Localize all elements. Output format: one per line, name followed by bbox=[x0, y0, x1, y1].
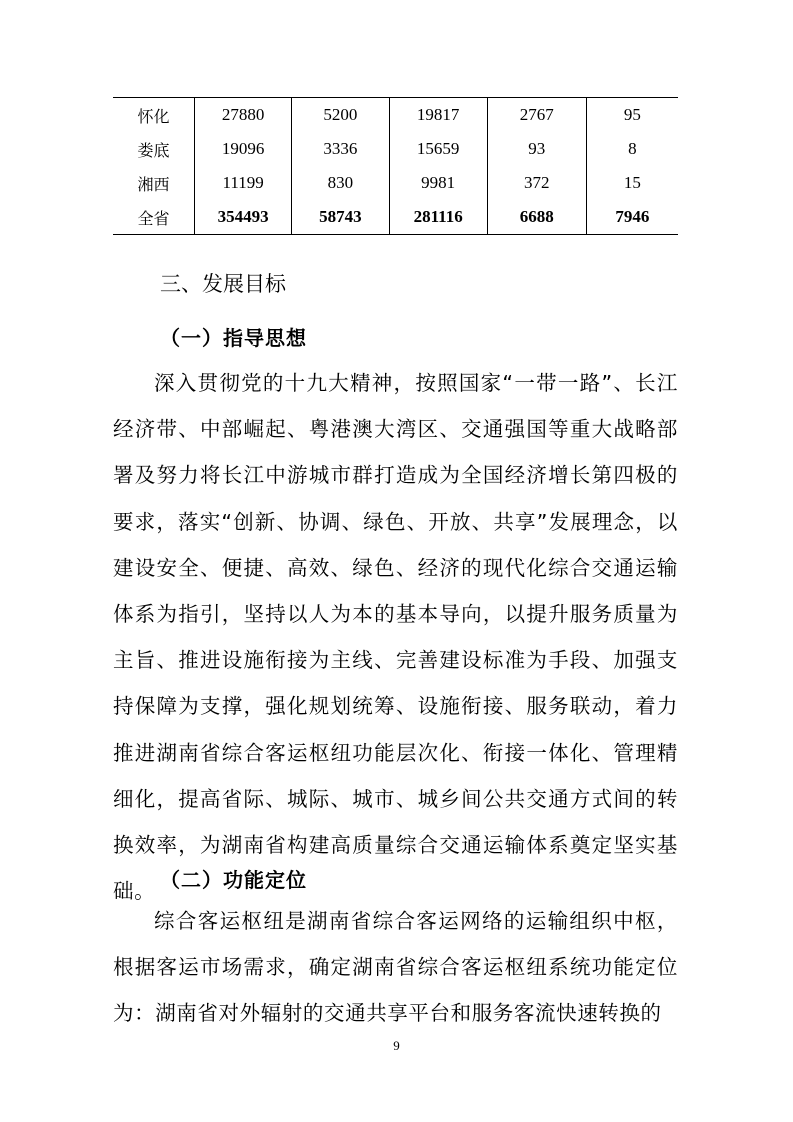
table-cell: 15 bbox=[586, 166, 678, 200]
table-cell: 58743 bbox=[292, 200, 389, 235]
table-row bbox=[113, 132, 678, 166]
table-cell: 7946 bbox=[586, 200, 678, 235]
table-cell: 全省 bbox=[113, 200, 195, 235]
table-cell: 6688 bbox=[487, 200, 586, 235]
statistics-table bbox=[113, 97, 678, 235]
table-cell: 湘西 bbox=[137, 174, 170, 194]
table-cell: 娄底 bbox=[137, 140, 170, 160]
table-cell: 3336 bbox=[292, 132, 389, 166]
table-row bbox=[113, 98, 678, 133]
table-cell: 2767 bbox=[487, 98, 586, 133]
table-cell: 95 bbox=[586, 98, 678, 133]
table-cell: 5200 bbox=[292, 98, 389, 133]
section-heading: 三、发展目标 bbox=[160, 272, 286, 296]
subsection-heading-function-positioning: （二）功能定位 bbox=[160, 868, 307, 892]
subsection-heading-guiding-ideology: （一）指导思想 bbox=[160, 326, 307, 350]
table-cell: 27880 bbox=[195, 98, 292, 133]
paragraph-function-positioning: 综合客运枢纽是湖南省综合客运网络的运输组织中枢，根据客运市场需求，确定湖南省综合客运枢纽系统功能定位为：湖南省对外辐射的交通共享平台和服务客流快速转换的 bbox=[113, 909, 678, 1026]
paragraph-guiding-ideology: 深入贯彻党的十九大精神，按照国家“一带一路”、长江经济带、中部崛起、粤港澳大湾区、交通强国等重大战略部署及努力将长江中游城市群打造成为全国经济增长第四极的要求，落实“创新、协调、绿色、开放、共享”发展理念，以建设安全、便捷、高效、绿色、经济的现代化综合交通运输体系为指引，坚持以人为本的基本导向，以提升服务质量为主旨、推进设施衔接为主线、完善建设标准为手段、加强支持保障为支撑，强化规划统筹、设施衔接、服务联动，着力推进湖南省综合客运枢纽功能层次化、衔接一体化、管理精细化，提高省际、城际、城市、城乡间公共交通方式间的转换效率，为湖南省构建高质量综合交通运输体系奠定坚实基础。 bbox=[113, 371, 678, 904]
table-cell: 93 bbox=[487, 132, 586, 166]
table-cell: 354493 bbox=[195, 200, 292, 235]
table-cell: 19817 bbox=[389, 98, 487, 133]
table-cell: 9981 bbox=[389, 166, 487, 200]
table-total-row bbox=[113, 200, 678, 235]
table-cell: 15659 bbox=[389, 132, 487, 166]
table-cell: 8 bbox=[586, 132, 678, 166]
table-cell: 830 bbox=[292, 166, 389, 200]
table-cell: 怀化 bbox=[113, 98, 195, 133]
table-cell: 11199 bbox=[195, 166, 292, 200]
table-cell: 372 bbox=[487, 166, 586, 200]
table-cell: 19096 bbox=[195, 132, 292, 166]
page-number: 9 bbox=[393, 1038, 400, 1053]
table-cell: 281116 bbox=[389, 200, 487, 235]
table-row bbox=[113, 166, 678, 200]
